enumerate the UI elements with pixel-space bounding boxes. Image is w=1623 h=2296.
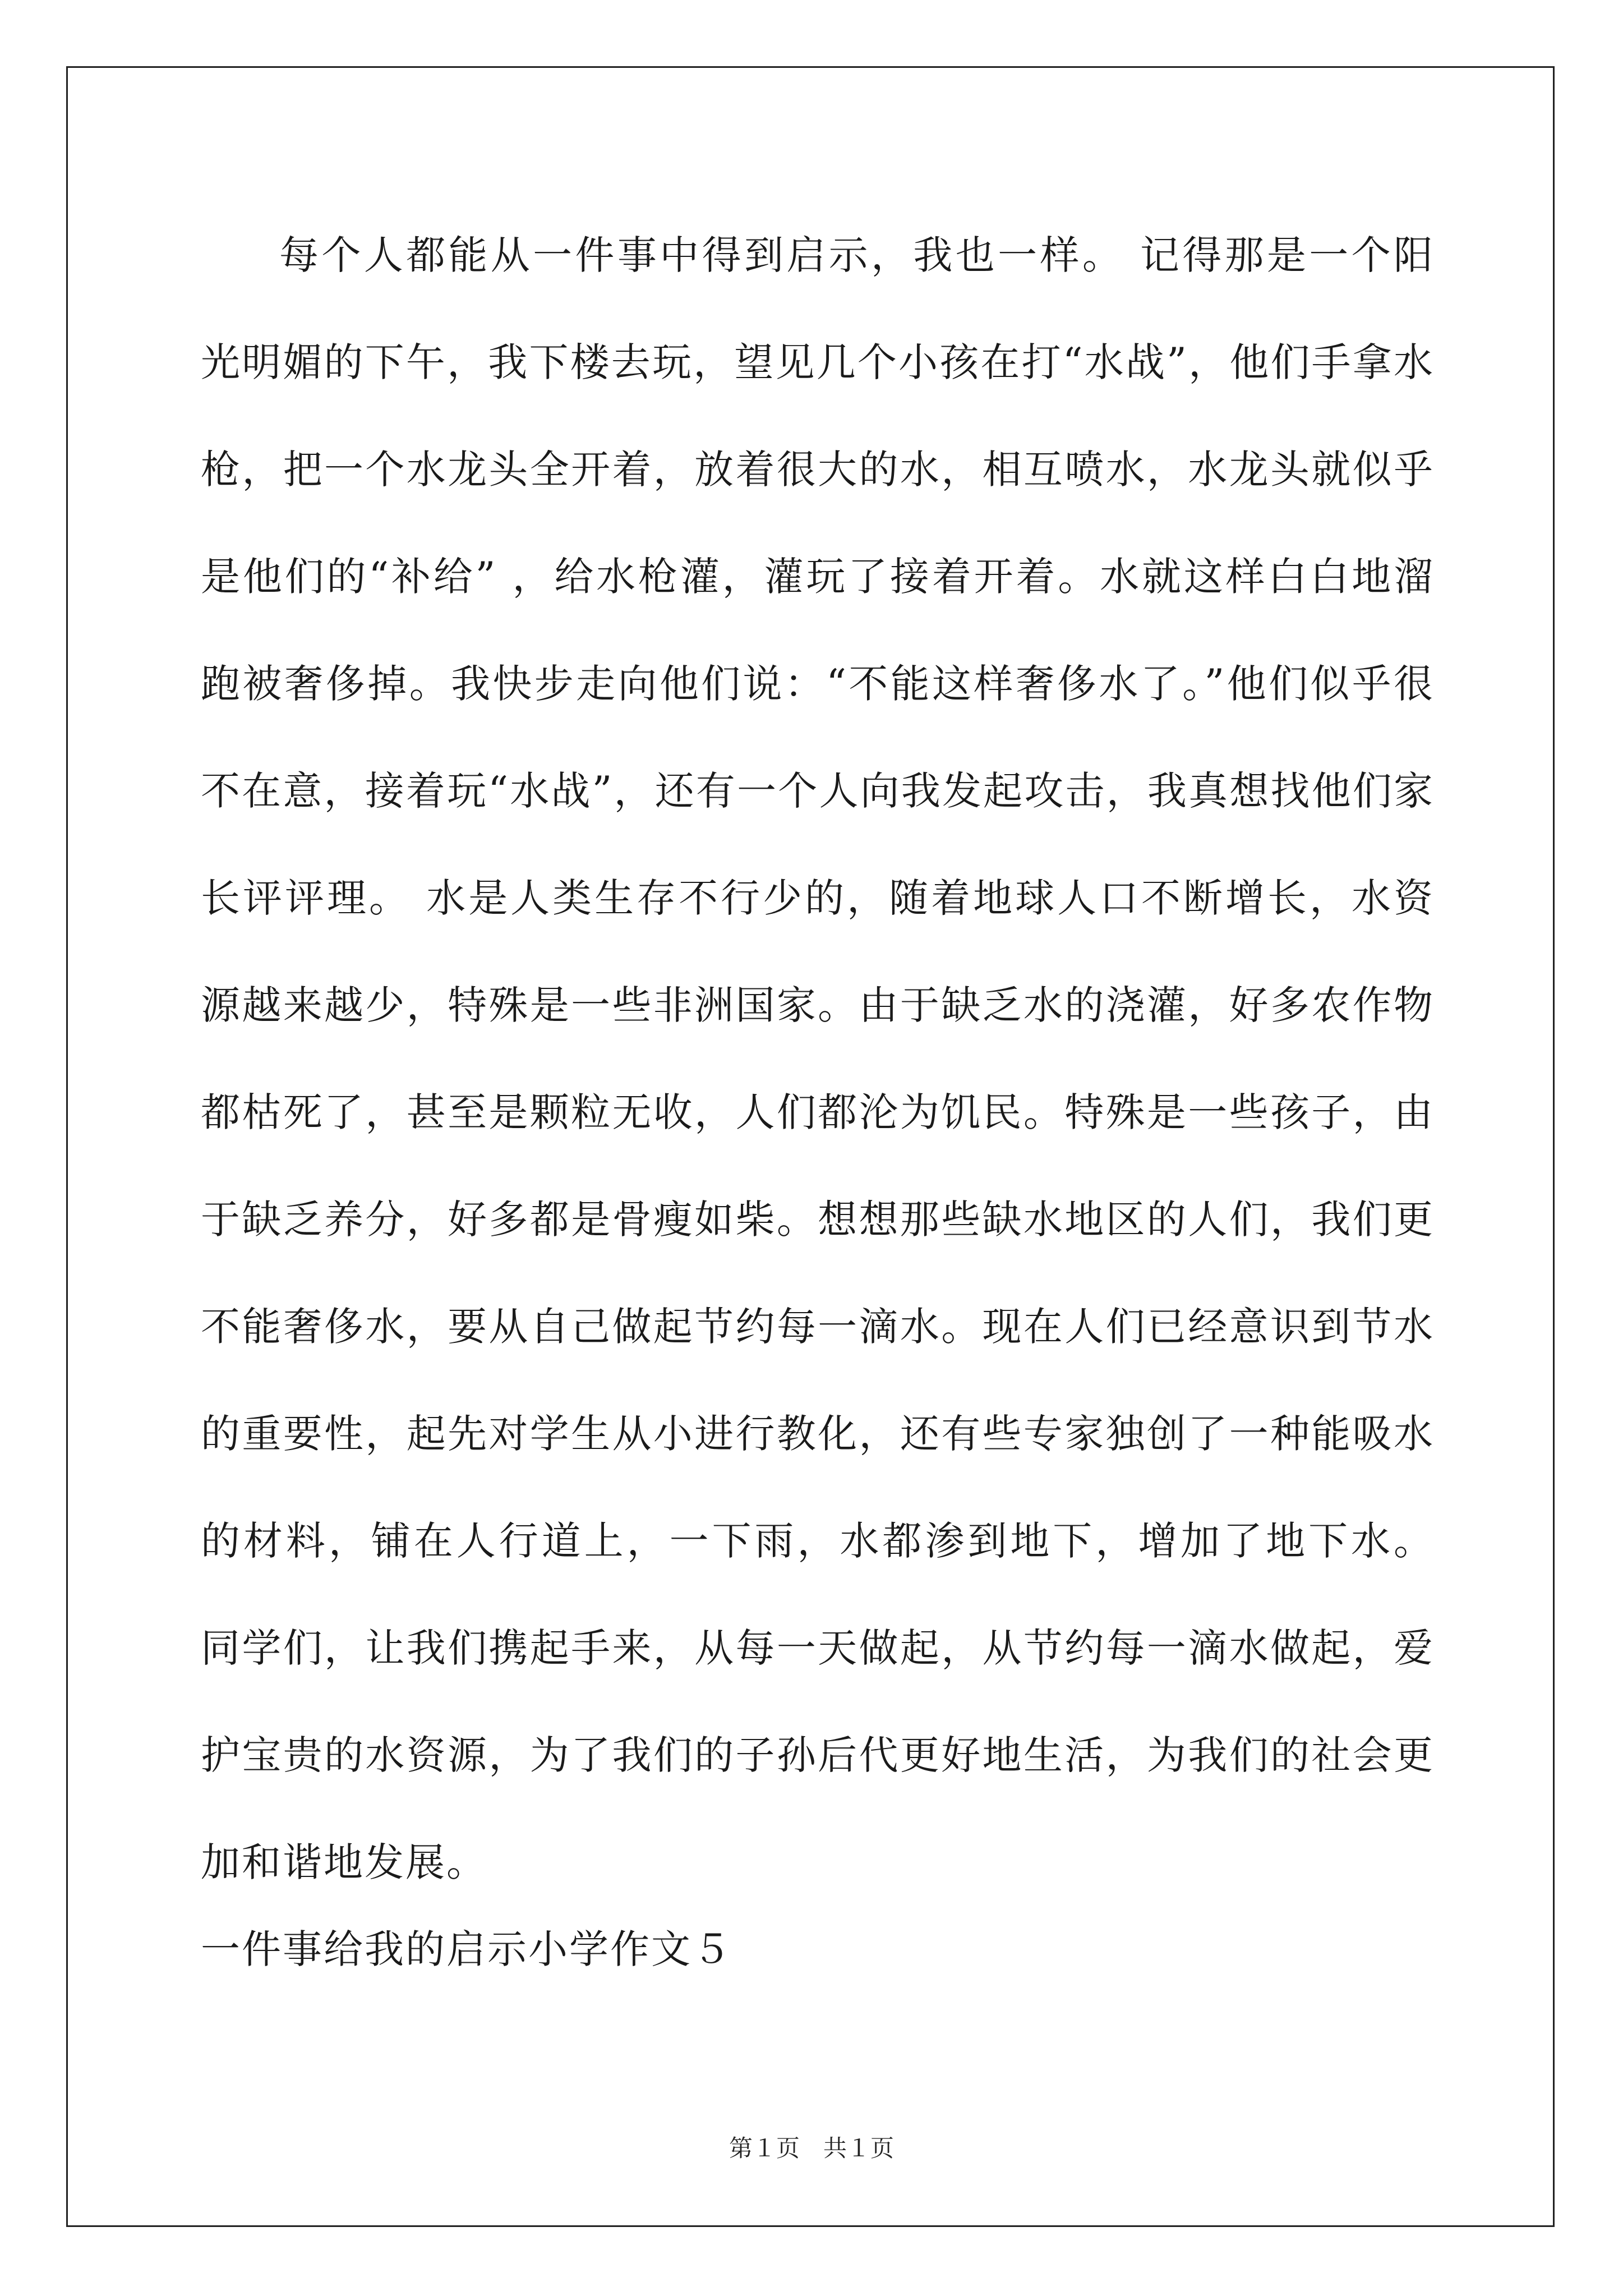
essay-title: 一件事给我的启示小学作文５ (201, 1926, 733, 1972)
page-footer (0, 2132, 1623, 2165)
essay-paragraph: 每个人都能从一件事中得到启示，我也一样。 记得那是一个阳光明媚的下午，我下楼去玩，望见几个小孩在打“水战”，他们手拿水枪，把一个水龙头全开着，放着很大的水，相互喷水，水龙头就似乎是他们的“补给” ，给水枪灌，灌玩了接着开着。水就这样白白地溜跑被奢侈掉。我快步走向他们说：“不能这样奢侈水了。”他们似乎很不在意，接着玩“水战”，还有一个人向我发起攻击，我真想找他们家长评评理。 水是人类生存不行少的，随着地球人口不断增长，水资源越来越少，特殊是一些非洲国家。由于缺乏水的浇灌，好多农作物都枯死了，甚至是颗粒无收，人们都沦为饥民。特殊是一些孩子，由于缺乏养分，好多都是骨瘦如柴。想想那些缺水地区的人们，我们更不能奢侈水，要从自己做起节约每一滴水。现在人们已经意识到节水的重要性，起先对学生从小进行教化，还有些专家独创了一种能吸水的材料，铺在人行道上，一下雨，水都渗到地下，增加了地下水。 同学们，让我们携起手来，从每一天做起，从节约每一滴水做起，爱护宝贵的水资源，为了我们的子孙后代更好地生活，为我们的社会更加和谐地发展。 (201, 232, 1435, 1885)
page-number-label: 第１页 共１页 (728, 2134, 894, 2162)
